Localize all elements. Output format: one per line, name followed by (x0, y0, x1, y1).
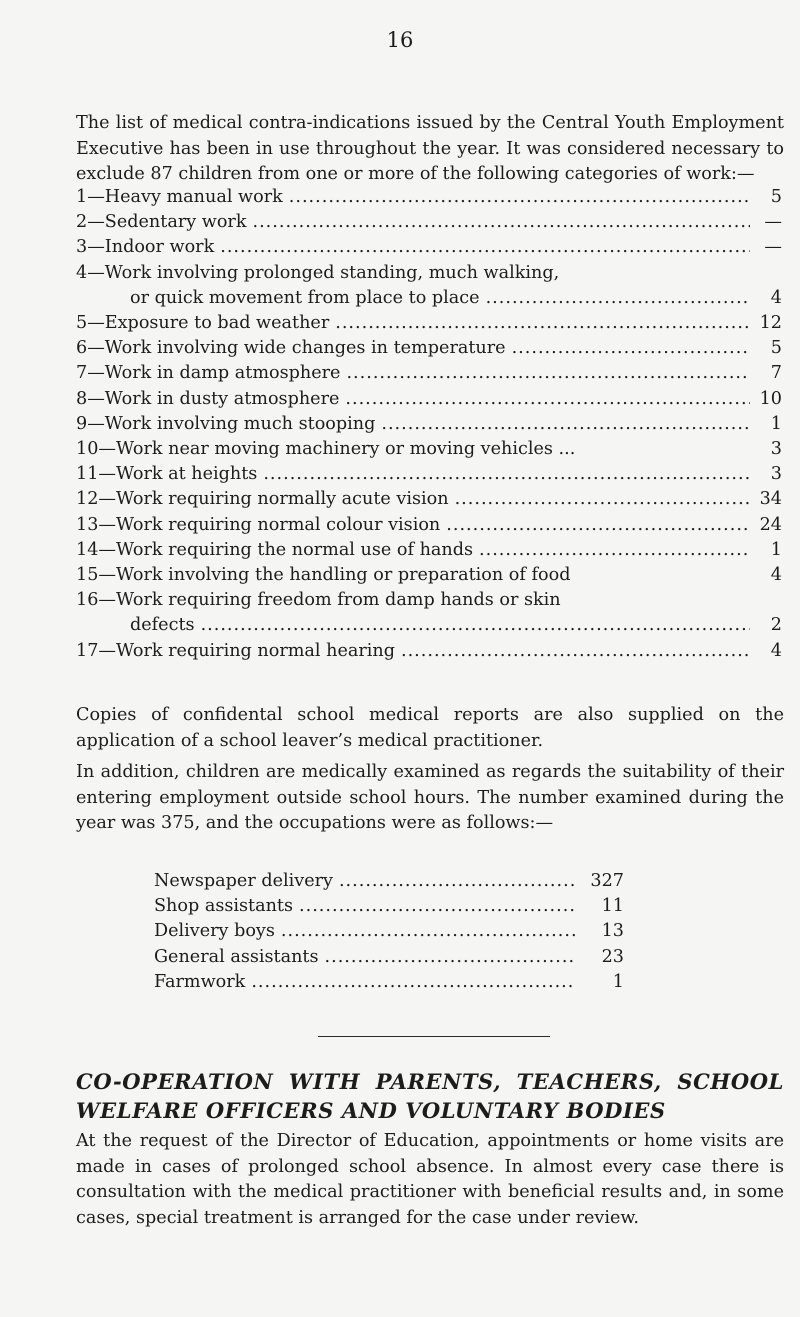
list-item-label: 17—Work requiring normal hearing (76, 640, 395, 661)
list-item-value: 5 (770, 187, 782, 207)
section-heading (76, 1067, 784, 1125)
list-item (76, 336, 782, 361)
list-item-label: 13—Work requiring normal colour vision (76, 514, 441, 535)
dot-leader (446, 513, 750, 538)
list-item-value: 34 (759, 489, 782, 510)
intro-paragraph: The list of medical contra-indications issued by the Central Youth Employment Executive has been in use throughout the year. It was considered necessary to exclude 87 children from one or more of the following categories of work:— (76, 113, 784, 184)
list-item-value: 11 (601, 896, 624, 917)
dot-leader (251, 970, 576, 995)
list-item-value: 3 (770, 464, 782, 485)
list-item (76, 513, 782, 538)
dot-leader (486, 286, 750, 311)
list-item (76, 311, 782, 336)
list-item (76, 462, 782, 487)
dot-leader (252, 210, 750, 235)
list-item-label: 12—Work requiring normally acute vision (76, 489, 449, 510)
list-item-label: 11—Work at heights (76, 464, 258, 485)
work-categories-list (76, 185, 782, 664)
list-item (76, 412, 782, 437)
copies-paragraph: Copies of confidental school medical reports are also supplied on the application of a school leaver’s medical practitioner. (76, 705, 784, 751)
dot-leader (220, 235, 750, 260)
list-item (76, 437, 782, 462)
list-item (154, 970, 624, 995)
list-item-value: 23 (601, 946, 624, 967)
list-item-value: 10 (759, 388, 782, 409)
list-item-value: — (764, 212, 782, 233)
dot-leader (339, 869, 576, 894)
dot-leader (281, 919, 576, 944)
list-item-value: 7 (770, 363, 782, 384)
list-item-label: 10—Work near moving machinery or moving vehicles ... (76, 439, 576, 460)
list-item-label: defects (130, 615, 195, 636)
list-item-label: 3—Indoor work (76, 237, 215, 258)
list-item-label: 14—Work requiring the normal use of hands (76, 539, 474, 560)
list-item (76, 361, 782, 386)
list-item-value: 327 (590, 871, 624, 891)
list-item (154, 945, 624, 970)
list-item (76, 185, 782, 210)
dot-leader (299, 894, 576, 919)
list-item-value: 1 (770, 413, 782, 434)
list-item-label: 9—Work involving much stooping (76, 413, 376, 434)
dot-leader (512, 336, 750, 361)
dot-leader (325, 945, 576, 970)
list-item-label: 4—Work involving prolonged standing, much walking, (76, 262, 560, 283)
list-item-label: Farmwork (154, 971, 246, 992)
list-item-continuation (76, 613, 782, 638)
list-item (76, 210, 782, 235)
list-item-continuation (76, 286, 782, 311)
list-item (76, 487, 782, 512)
list-item-value: 5 (770, 338, 782, 359)
list-item-label: 6—Work involving wide changes in temperature (76, 338, 506, 359)
list-item (154, 894, 624, 919)
list-item (76, 588, 782, 613)
occupations-list (154, 869, 624, 995)
section-divider (318, 1036, 550, 1037)
list-item-label: 15—Work involving the handling or preparation of food (76, 565, 571, 586)
list-item-label: 5—Exposure to bad weather (76, 313, 330, 334)
section-heading-line: WELFARE OFFICERS AND VOLUNTARY BODIES (76, 1098, 666, 1123)
list-item (76, 639, 782, 664)
dot-leader (455, 487, 750, 512)
list-item-value: — (764, 237, 782, 258)
page-number: 16 (386, 28, 414, 52)
list-item-label: General assistants (154, 946, 319, 967)
list-item (76, 235, 782, 260)
list-item-label: Shop assistants (154, 896, 294, 917)
list-item-label: 16—Work requiring freedom from damp hands or skin (76, 590, 561, 611)
list-item (76, 387, 782, 412)
dot-leader (346, 361, 750, 386)
dot-leader (263, 462, 750, 487)
list-item-label: 8—Work in dusty atmosphere (76, 388, 340, 409)
list-item-value: 1 (770, 539, 782, 560)
list-item (76, 261, 782, 286)
cooperation-paragraph: At the request of the Director of Education, appointments or home visits are made in cases of prolonged school absence. In almost every case there is consultation with the medical practitioner with beneficial results and, in some cases, special treatment is arranged for the case under review. (76, 1131, 784, 1228)
list-item-label: 1—Heavy manual work (76, 187, 283, 207)
list-item-label: or quick movement from place to place (130, 287, 480, 308)
list-item-value: 4 (770, 640, 782, 661)
list-item (76, 563, 782, 588)
list-item-label: Newspaper delivery (154, 871, 333, 891)
dot-leader (335, 311, 750, 336)
list-item (76, 538, 782, 563)
dot-leader (345, 387, 750, 412)
dot-leader (201, 613, 750, 638)
list-item-label: 7—Work in damp atmosphere (76, 363, 341, 384)
list-item-label: 2—Sedentary work (76, 212, 247, 233)
addition-paragraph: In addition, children are medically examined as regards the suitability of their entering employment outside school hours. The number examined during the year was 375, and the occupations were as follows:— (76, 762, 784, 833)
list-item-value: 24 (759, 514, 782, 535)
list-item-label: Delivery boys (154, 921, 275, 942)
dot-leader (289, 185, 750, 210)
list-item-value: 3 (770, 439, 782, 460)
dot-leader (401, 639, 750, 664)
list-item-value: 1 (612, 971, 624, 992)
list-item (154, 919, 624, 944)
list-item-value: 4 (770, 565, 782, 586)
dot-leader (381, 412, 750, 437)
list-item-value: 12 (759, 313, 782, 334)
section-heading-line: CO-OPERATION WITH PARENTS, TEACHERS, SCHOOL (76, 1069, 784, 1094)
list-item-value: 13 (601, 921, 624, 942)
dot-leader (479, 538, 750, 563)
list-item-value: 2 (770, 615, 782, 636)
list-item-value: 4 (770, 287, 782, 308)
list-item (154, 869, 624, 894)
